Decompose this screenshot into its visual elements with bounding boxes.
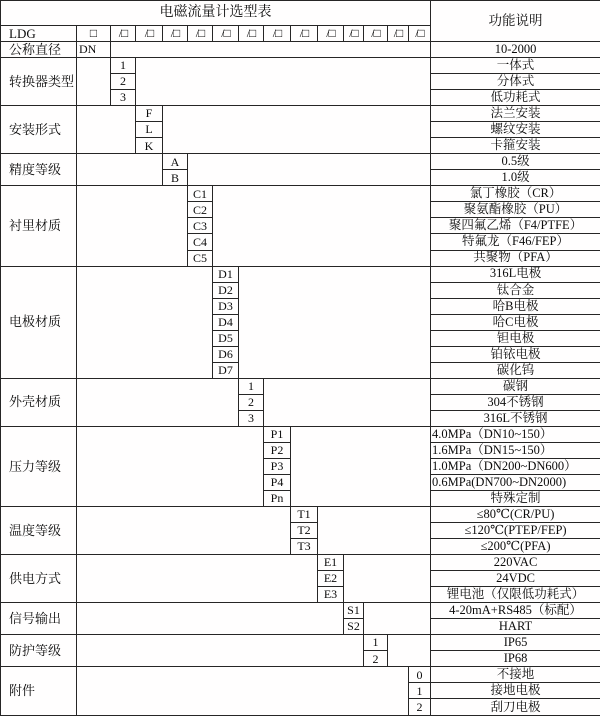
model-code-slot: /□ [364,26,388,42]
option-code: 2 [111,74,136,90]
option-code: D3 [213,298,239,314]
option-desc: 特氟龙（F46/FEP） [431,234,600,250]
option-desc: 1.6MPa（DN15~150） [431,442,600,458]
spacer-cell [77,555,318,603]
model-code-slot: /□ [239,26,264,42]
option-code: D5 [213,330,239,346]
group-label: 电极材质 [1,266,77,378]
model-code-slot: /□ [111,26,136,42]
option-desc: 0.5级 [431,154,600,170]
option-code: P4 [264,474,291,490]
option-desc: 氯丁橡胶（CR） [431,186,600,202]
spacer-cell [77,106,136,154]
group-label: 安装形式 [1,106,77,154]
option-desc: IP65 [431,635,600,651]
option-desc: 哈C电极 [431,314,600,330]
spacer-cell [239,266,431,378]
option-desc: 法兰安装 [431,106,600,122]
table-title: 电磁流量计选型表 [1,1,431,26]
option-code: 1 [111,58,136,74]
option-code: 0 [409,667,431,683]
option-desc: 碳化钨 [431,362,600,378]
option-desc: 接地电极 [431,683,600,699]
option-desc: 不接地 [431,667,600,683]
option-desc: 低功耗式 [431,90,600,106]
model-prefix: LDG [1,26,77,42]
option-desc: 10-2000 [431,42,600,58]
spacer-cell [188,154,431,186]
spacer-cell [77,603,344,635]
group-label: 外壳材质 [1,378,77,426]
group-label: 信号输出 [1,603,77,635]
group-label: 精度等级 [1,154,77,186]
option-code: E3 [318,587,344,603]
option-desc: 哈B电极 [431,298,600,314]
group-label: 附件 [1,667,77,716]
model-code-slot: /□ [163,26,188,42]
option-desc: 铂铱电极 [431,346,600,362]
option-desc: 分体式 [431,74,600,90]
option-code: T1 [291,507,318,523]
option-desc: ≤120℃(PTEP/FEP) [431,523,600,539]
option-code: T3 [291,539,318,555]
model-code-slot: /□ [213,26,239,42]
option-code: C3 [188,218,213,234]
spacer-cell [77,378,239,426]
option-desc: 聚四氟乙烯（F4/PTFE） [431,218,600,234]
option-desc: 钛合金 [431,282,600,298]
option-code: P2 [264,442,291,458]
model-code-slot: /□ [318,26,344,42]
option-code: S2 [344,619,364,635]
option-desc: 4-20mA+RS485（标配） [431,603,600,619]
model-code-slot: /□ [264,26,291,42]
group-label: 衬里材质 [1,186,77,266]
option-code: 3 [111,90,136,106]
option-code: E2 [318,571,344,587]
function-column-header: 功能说明 [431,1,600,42]
group-label: 转换器类型 [1,58,77,106]
diameter-code: DN [77,42,111,58]
spacer-cell [388,635,431,667]
option-desc: 316L电极 [431,266,600,282]
option-code: 2 [364,651,388,667]
spacer-cell [163,106,431,154]
spacer-cell [77,426,264,506]
model-code-box: □ [77,26,111,42]
option-desc: 4.0MPa（DN10~150） [431,426,600,442]
option-desc: 钽电极 [431,330,600,346]
option-code: D6 [213,346,239,362]
option-desc: 共聚物（PFA） [431,250,600,266]
option-desc: 0.6MPa(DN700~DN2000) [431,474,600,490]
option-code: D1 [213,266,239,282]
option-desc: 特殊定制 [431,490,600,506]
option-desc: 1.0级 [431,170,600,186]
option-code: T2 [291,523,318,539]
option-desc: HART [431,619,600,635]
spacer-cell [77,507,291,555]
model-code-slot: /□ [291,26,318,42]
option-code: A [163,154,188,170]
spacer-cell [77,58,111,106]
option-desc: ≤80℃(CR/PU) [431,507,600,523]
spacer-cell [364,603,431,635]
option-desc: 锂电池（仅限低功耗式） [431,587,600,603]
group-label: 防护等级 [1,635,77,667]
spacer-cell [136,58,431,106]
option-code: 2 [409,699,431,716]
option-code: F [136,106,163,122]
spacer-cell [344,555,431,603]
option-code: E1 [318,555,344,571]
option-desc: 卡箍安装 [431,138,600,154]
model-code-slot: /□ [188,26,213,42]
option-code: 1 [409,683,431,699]
option-desc: 1.0MPa（DN200~DN600） [431,458,600,474]
option-code: P1 [264,426,291,442]
option-code: B [163,170,188,186]
option-code: D4 [213,314,239,330]
option-code: 2 [239,394,264,410]
spacer-cell [77,667,409,716]
option-code: 1 [364,635,388,651]
model-code-slot: /□ [136,26,163,42]
option-desc: 24VDC [431,571,600,587]
group-label: 供电方式 [1,555,77,603]
option-code: D7 [213,362,239,378]
option-code: D2 [213,282,239,298]
option-desc: 碳钢 [431,378,600,394]
option-code: K [136,138,163,154]
option-code: C2 [188,202,213,218]
option-code: S1 [344,603,364,619]
option-desc: IP68 [431,651,600,667]
spacer-cell [77,635,364,667]
group-label: 温度等级 [1,507,77,555]
option-desc: 聚氨酯橡胶（PU） [431,202,600,218]
option-desc: 316L不锈钢 [431,410,600,426]
spacer-cell [213,186,431,266]
group-label: 公称直径 [1,42,77,58]
option-code: P3 [264,458,291,474]
group-label: 压力等级 [1,426,77,506]
option-desc: 一体式 [431,58,600,74]
option-code: C4 [188,234,213,250]
option-code: 3 [239,410,264,426]
option-code: C1 [188,186,213,202]
spacer-cell [111,42,431,58]
option-desc: 304不锈钢 [431,394,600,410]
option-code: L [136,122,163,138]
option-desc: 刮刀电极 [431,699,600,716]
spacer-cell [264,378,431,426]
spacer-cell [77,266,213,378]
spacer-cell [77,186,188,266]
option-desc: ≤200℃(PFA) [431,539,600,555]
model-code-slot: /□ [344,26,364,42]
option-code: C5 [188,250,213,266]
option-desc: 螺纹安装 [431,122,600,138]
model-code-slot: /□ [388,26,409,42]
model-code-slot: /□ [409,26,431,42]
option-code: 1 [239,378,264,394]
option-code: Pn [264,490,291,506]
option-desc: 220VAC [431,555,600,571]
spacer-cell [291,426,431,506]
spacer-cell [77,154,163,186]
spacer-cell [318,507,431,555]
